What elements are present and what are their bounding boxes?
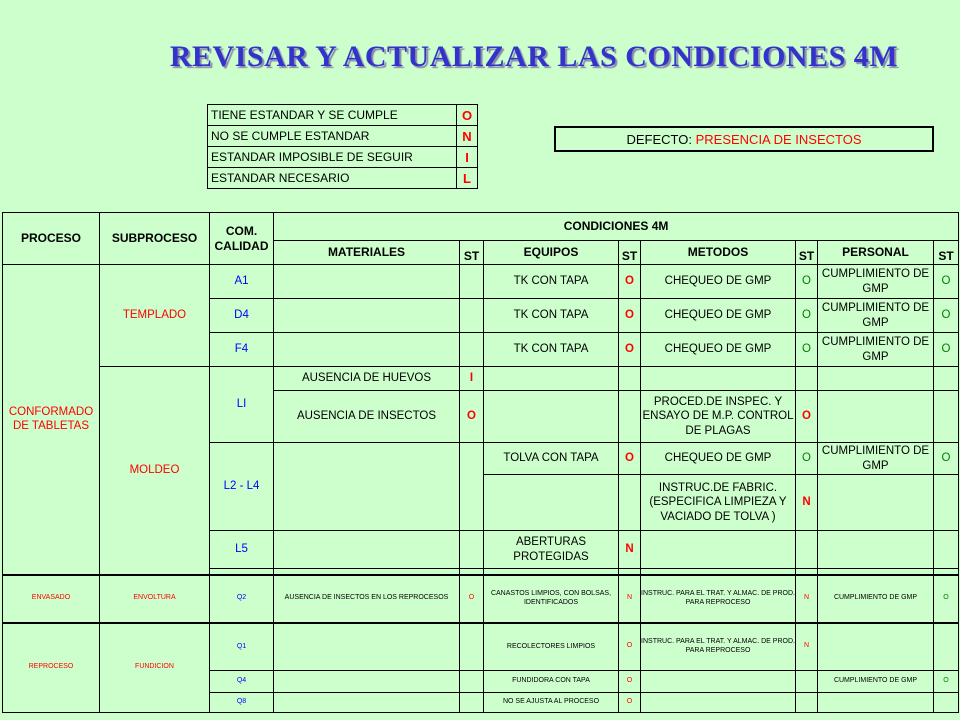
equipos-cell: TOLVA CON TAPA [484, 443, 619, 475]
metodos-cell: CHEQUEO DE GMP [641, 443, 796, 475]
st-cell: O [796, 299, 818, 333]
st-cell: I [460, 367, 484, 391]
st-cell: O [934, 265, 959, 299]
code-q2: Q2 [210, 575, 274, 623]
st-cell [460, 623, 484, 671]
personal-cell [818, 693, 934, 713]
materiales-cell [274, 299, 460, 333]
st-cell [934, 531, 959, 569]
personal-cell: CUMPLIMIENTO DE GMP [818, 443, 934, 475]
st-cell: O [934, 333, 959, 367]
code-f4: F4 [210, 333, 274, 367]
equipos-cell: FUNDIDORA CON TAPA [484, 671, 619, 693]
header-metodos: METODOS [641, 241, 796, 265]
equipos-cell [484, 391, 619, 443]
st-cell: O [460, 575, 484, 623]
legend-row [208, 126, 478, 147]
equipos-cell: TK CON TAPA [484, 299, 619, 333]
defect-text [555, 127, 933, 151]
equipos-cell: ABERTURAS PROTEGIDAS [484, 531, 619, 569]
header-proceso: PROCESO [3, 213, 100, 265]
st-cell: N [796, 575, 818, 623]
st-cell [460, 443, 484, 531]
metodos-cell: CHEQUEO DE GMP [641, 333, 796, 367]
personal-cell: CUMPLIMIENTO DE GMP [818, 575, 934, 623]
st-cell [934, 623, 959, 671]
personal-cell: CUMPLIMIENTO DE GMP [818, 265, 934, 299]
st-cell [460, 531, 484, 569]
st-cell [460, 671, 484, 693]
st-cell [796, 367, 818, 391]
personal-cell [818, 475, 934, 531]
code-q1: Q1 [210, 623, 274, 671]
st-cell [934, 367, 959, 391]
defect-value: PRESENCIA DE INSECTOS [695, 131, 862, 147]
st-cell: O [619, 443, 641, 475]
st-cell [934, 391, 959, 443]
metodos-cell: INSTRUC. PARA EL TRAT. Y ALMAC. DE PROD. PARA REPROCESO [641, 575, 796, 623]
metodos-cell [641, 671, 796, 693]
metodos-cell [641, 693, 796, 713]
proceso-reproceso: REPROCESO [3, 623, 100, 713]
defect-box [554, 126, 934, 152]
st-cell [619, 475, 641, 531]
subproceso-moldeo: MOLDEO [100, 367, 210, 575]
legend-row [208, 105, 478, 126]
defect-label: DEFECTO: [626, 131, 696, 147]
st-cell: N [619, 575, 641, 623]
st-cell: O [796, 391, 818, 443]
header-condiciones: CONDICIONES 4M [274, 213, 959, 241]
header-st: ST [796, 241, 818, 265]
st-cell [796, 531, 818, 569]
subproceso-envoltura: ENVOLTURA [100, 575, 210, 623]
st-cell [460, 333, 484, 367]
st-cell [460, 265, 484, 299]
materiales-cell: AUSENCIA DE INSECTOS EN LOS REPROCESOS [274, 575, 460, 623]
subproceso-templado: TEMPLADO [100, 265, 210, 367]
legend-code: N [457, 126, 478, 147]
st-cell: O [934, 443, 959, 475]
conditions-table [2, 212, 959, 713]
legend-text: ESTANDAR NECESARIO [208, 168, 457, 189]
st-cell [934, 693, 959, 713]
legend-text: NO SE CUMPLE ESTANDAR [208, 126, 457, 147]
materiales-cell [274, 693, 460, 713]
metodos-cell: INSTRUC. PARA EL TRAT. Y ALMAC. DE PROD. PARA REPROCESO [641, 623, 796, 671]
materiales-cell [274, 671, 460, 693]
materiales-cell [274, 265, 460, 299]
st-cell: O [619, 623, 641, 671]
personal-cell: CUMPLIMIENTO DE GMP [818, 671, 934, 693]
personal-cell [818, 531, 934, 569]
equipos-cell: CANASTOS LIMPIOS, CON BOLSAS, IDENTIFICADOS [484, 575, 619, 623]
st-cell: N [619, 531, 641, 569]
st-cell [796, 693, 818, 713]
table-row [3, 623, 959, 671]
personal-cell [818, 367, 934, 391]
personal-cell: CUMPLIMIENTO DE GMP [818, 299, 934, 333]
st-cell [460, 299, 484, 333]
materiales-cell: AUSENCIA DE HUEVOS [274, 367, 460, 391]
code-l2-l4: L2 - L4 [210, 443, 274, 531]
proceso-envasado: ENVASADO [3, 575, 100, 623]
st-cell: O [619, 265, 641, 299]
code-a1: A1 [210, 265, 274, 299]
st-cell: O [460, 391, 484, 443]
header-equipos: EQUIPOS [484, 241, 619, 265]
st-cell: O [934, 299, 959, 333]
metodos-cell [641, 367, 796, 391]
equipos-cell [484, 367, 619, 391]
st-cell: O [796, 333, 818, 367]
materiales-cell [274, 623, 460, 671]
header-row [3, 213, 959, 241]
st-cell: O [934, 671, 959, 693]
table-row [3, 575, 959, 623]
equipos-cell: NO SE AJUSTA AL PROCESO [484, 693, 619, 713]
st-cell: O [934, 575, 959, 623]
header-com-calidad: COM. CALIDAD [210, 213, 274, 265]
code-l5: L5 [210, 531, 274, 569]
code-d4: D4 [210, 299, 274, 333]
table-row [3, 265, 959, 299]
st-cell: O [796, 265, 818, 299]
metodos-cell: CHEQUEO DE GMP [641, 265, 796, 299]
table-row [3, 367, 959, 391]
header-materiales: MATERIALES [274, 241, 460, 265]
code-q8: Q8 [210, 693, 274, 713]
metodos-cell: PROCED.DE INSPEC. Y ENSAYO DE M.P. CONTROL DE PLAGAS [641, 391, 796, 443]
header-st: ST [619, 241, 641, 265]
st-cell [796, 671, 818, 693]
legend-row [208, 147, 478, 168]
equipos-cell: RECOLECTORES LIMPIOS [484, 623, 619, 671]
st-cell [619, 391, 641, 443]
metodos-cell: INSTRUC.DE FABRIC. (ESPECIFICA LIMPIEZA Y VACIADO DE TOLVA ) [641, 475, 796, 531]
legend-text: ESTANDAR IMPOSIBLE DE SEGUIR [208, 147, 457, 168]
st-cell: O [619, 693, 641, 713]
subproceso-fundicion: FUNDICION [100, 623, 210, 713]
legend-code: O [457, 105, 478, 126]
code-li: LI [210, 367, 274, 443]
st-cell: N [796, 623, 818, 671]
equipos-cell [484, 475, 619, 531]
st-cell [934, 475, 959, 531]
personal-cell [818, 391, 934, 443]
personal-cell [818, 623, 934, 671]
legend-code: L [457, 168, 478, 189]
metodos-cell: CHEQUEO DE GMP [641, 299, 796, 333]
materiales-cell [274, 333, 460, 367]
st-cell [619, 367, 641, 391]
legend-row [208, 168, 478, 189]
code-q4: Q4 [210, 671, 274, 693]
header-st: ST [460, 241, 484, 265]
legend-text: TIENE ESTANDAR Y SE CUMPLE [208, 105, 457, 126]
st-cell: N [796, 475, 818, 531]
equipos-cell: TK CON TAPA [484, 333, 619, 367]
header-personal: PERSONAL [818, 241, 934, 265]
header-subproceso: SUBPROCESO [100, 213, 210, 265]
st-cell: O [619, 299, 641, 333]
page-title: REVISAR Y ACTUALIZAR LAS CONDICIONES 4M [169, 40, 899, 73]
header-st: ST [934, 241, 959, 265]
metodos-cell [641, 531, 796, 569]
st-cell [460, 693, 484, 713]
personal-cell: CUMPLIMIENTO DE GMP [818, 333, 934, 367]
st-cell: O [619, 333, 641, 367]
materiales-cell [274, 531, 460, 569]
st-cell: O [796, 443, 818, 475]
materiales-cell [274, 443, 460, 531]
legend-code: I [457, 147, 478, 168]
legend-table [207, 104, 478, 189]
materiales-cell: AUSENCIA DE INSECTOS [274, 391, 460, 443]
proceso-conformado: CONFORMADO DE TABLETAS [3, 265, 100, 575]
equipos-cell: TK CON TAPA [484, 265, 619, 299]
st-cell: O [619, 671, 641, 693]
